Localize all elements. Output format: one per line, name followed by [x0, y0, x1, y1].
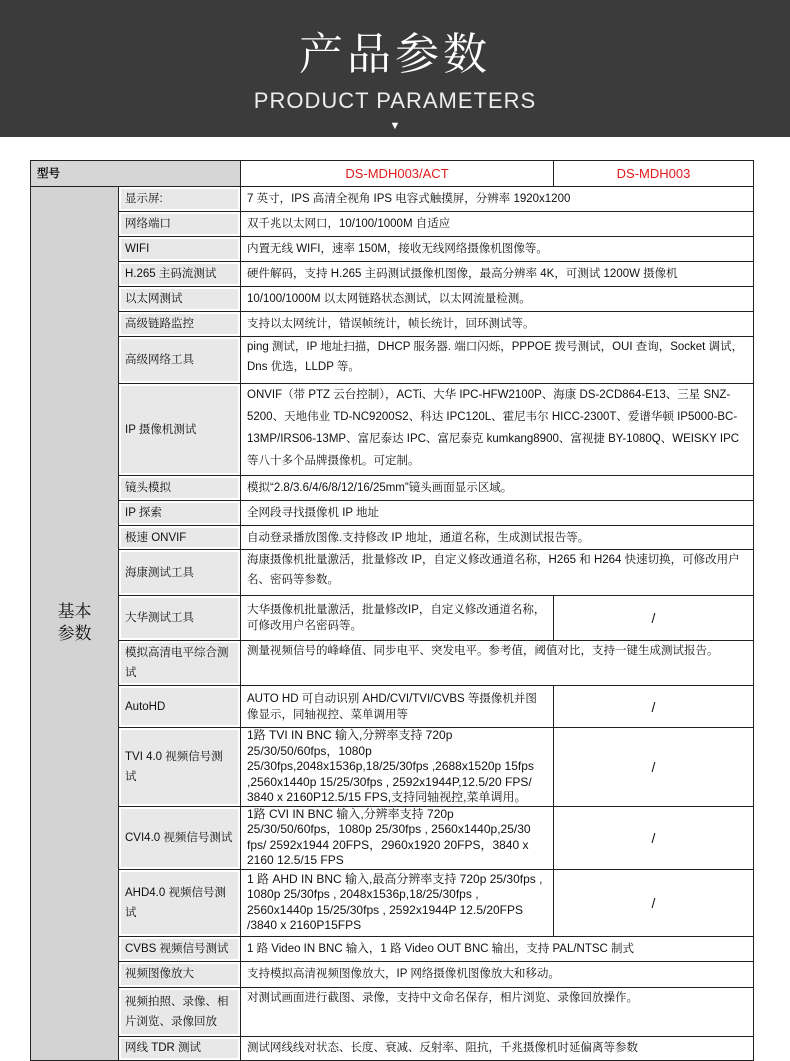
spec-label: IP 探索 [119, 501, 241, 526]
spec-row [31, 806, 754, 869]
spec-label: CVI4.0 视频信号测试 [119, 806, 241, 869]
spec-value: ping 测试，IP 地址扫描，DHCP 服务器. 端口闪烁，PPPOE 拨号测试，OUI 查询，Socket 调试，Dns 优选，LLDP 等。 [241, 337, 754, 384]
spec-value-alt: / [554, 869, 754, 936]
spec-value: 1 路 AHD IN BNC 输入,最高分辨率支持 720p 25/30fps , 1080p 25/30fps , 2048x1536p,18/25/30fps , 2560x1440p 15/25/30fps , 2592x1944P 12.5/20FPS /3840 x 2160P15FPS [241, 869, 554, 936]
spec-label: AHD4.0 视频信号测试 [119, 869, 241, 936]
spec-label: H.265 主码流测试 [119, 262, 241, 287]
spec-row [31, 961, 754, 987]
spec-row [31, 262, 754, 287]
spec-row [31, 550, 754, 596]
model-act: DS-MDH003/ACT [241, 161, 554, 187]
spec-value-alt: / [554, 806, 754, 869]
spec-label: 模拟高清电平综合测试 [119, 641, 241, 686]
spec-value-alt: / [554, 596, 754, 641]
spec-value: 支持以太网统计，错误帧统计，帧长统计，回环测试等。 [241, 312, 754, 337]
spec-value: 内置无线 WIFI，速率 150M，接收无线网络摄像机图像等。 [241, 237, 754, 262]
spec-value: 对测试画面进行截图、录像，支持中文命名保存，相片浏览、录像回放操作。 [241, 987, 754, 1036]
spec-value: AUTO HD 可自动识别 AHD/CVI/TVI/CVBS 等摄像机并图像显示，同轴视控、菜单调用等 [241, 686, 554, 728]
spec-table [30, 160, 754, 1061]
down-arrow-icon: ▼ [389, 120, 401, 132]
spec-row [31, 869, 754, 936]
spec-label: 网络端口 [119, 212, 241, 237]
spec-value: 模拟“2.8/3.6/4/6/8/12/16/25mm”镜头画面显示区域。 [241, 476, 754, 501]
group-label: 基本 参数 [31, 187, 119, 1061]
page-subtitle: PRODUCT PARAMETERS [253, 88, 537, 113]
spec-label: 网线 TDR 测试 [119, 1036, 241, 1060]
spec-row [31, 596, 754, 641]
spec-row [31, 337, 754, 384]
spec-label: 显示屏: [119, 187, 241, 212]
spec-row [31, 936, 754, 961]
spec-value: 全网段寻找摄像机 IP 地址 [241, 501, 754, 526]
spec-label: 以太网测试 [119, 287, 241, 312]
spec-label: 海康测试工具 [119, 550, 241, 596]
spec-value: 测量视频信号的峰峰值、同步电平、突发电平。参考值，阈值对比，支持一键生成测试报告。 [241, 641, 754, 686]
spec-row [31, 686, 754, 728]
spec-value: 双千兆以太网口，10/100/1000M 自适应 [241, 212, 754, 237]
model-row [31, 161, 754, 187]
spec-value: 支持模拟高清视频图像放大，IP 网络摄像机图像放大和移动。 [241, 961, 754, 987]
spec-row [31, 384, 754, 476]
spec-label: 高级网络工具 [119, 337, 241, 384]
spec-row [31, 728, 754, 807]
spec-value: 7 英寸，IPS 高清全视角 IPS 电容式触摸屏，分辨率 1920x1200 [241, 187, 754, 212]
spec-row [31, 187, 754, 212]
spec-row [31, 501, 754, 526]
spec-row [31, 987, 754, 1036]
spec-row [31, 641, 754, 686]
spec-value-alt: / [554, 728, 754, 807]
page-title: 产品参数 [299, 30, 491, 79]
model-base: DS-MDH003 [554, 161, 754, 187]
spec-row [31, 237, 754, 262]
spec-row [31, 212, 754, 237]
spec-label: 极速 ONVIF [119, 526, 241, 550]
spec-value-alt: / [554, 686, 754, 728]
spec-label: AutoHD [119, 686, 241, 728]
spec-value: 10/100/1000M 以太网链路状态测试，以太网流量检测。 [241, 287, 754, 312]
spec-row [31, 312, 754, 337]
spec-row [31, 526, 754, 550]
spec-value: 自动登录播放图像.支持修改 IP 地址，通道名称，生成测试报告等。 [241, 526, 754, 550]
spec-value: 1路 TVI IN BNC 输入,分辨率支持 720p 25/30/50/60fps，1080p 25/30fps,2048x1536p,18/25/30fps ,2688x1520p 15fps ,2560x1440p 15/25/30fps , 2592x1944P,12.5/20 FPS/ 3840 x 2160P12.5/15 FPS,支持同轴视控,菜单调用。 [241, 728, 554, 807]
spec-label: 高级链路监控 [119, 312, 241, 337]
spec-value: 硬件解码，支持 H.265 主码测试摄像机图像，最高分辨率 4K，可测试 1200W 摄像机 [241, 262, 754, 287]
spec-label: CVBS 视频信号测试 [119, 936, 241, 961]
spec-value: 1 路 Video IN BNC 输入，1 路 Video OUT BNC 输出，支持 PAL/NTSC 制式 [241, 936, 754, 961]
model-label: 型号 [31, 161, 241, 187]
spec-row [31, 476, 754, 501]
spec-value: 大华摄像机批量激活，批量修改IP，自定义修改通道名称，可修改用户名密码等。 [241, 596, 554, 641]
spec-label: WIFI [119, 237, 241, 262]
spec-label: TVI 4.0 视频信号测试 [119, 728, 241, 807]
spec-row [31, 1036, 754, 1060]
spec-value: 测试网线线对状态、长度、衰减、反射率、阻抗，千兆摄像机时延偏离等参数 [241, 1036, 754, 1060]
header-banner [0, 0, 790, 137]
spec-row [31, 287, 754, 312]
spec-label: IP 摄像机测试 [119, 384, 241, 476]
spec-value: 海康摄像机批量激活，批量修改 IP，自定义修改通道名称，H265 和 H264 快速切换，可修改用户名、密码等参数。 [241, 550, 754, 596]
spec-label: 大华测试工具 [119, 596, 241, 641]
spec-label: 镜头模拟 [119, 476, 241, 501]
spec-value: 1路 CVI IN BNC 输入,分辨率支持 720p 25/30/50/60fps，1080p 25/30fps , 2560x1440p,25/30 fps/ 2592x1944 20FPS，2960x1920 20FPS，3840 x 2160 12.5/15 FPS [241, 806, 554, 869]
spec-label: 视频拍照、录像、相片浏览、录像回放 [119, 987, 241, 1036]
spec-value: ONVIF（带 PTZ 云台控制），ACTi、大华 IPC-HFW2100P、海康 DS-2CD864-E13、三星 SNZ-5200、天地伟业 TD-NC9200S2、科达 IPC120L、霍尼韦尔 HICC-2300T、爱谱华顿 IP5000-BC-13MP/IRS06-13MP、富尼泰达 IPC、富尼泰克 kumkang8900、富视捷 BY-1080Q、WEISKY IPC 等八十多个品牌摄像机。可定制。 [241, 384, 754, 476]
spec-label: 视频图像放大 [119, 961, 241, 987]
